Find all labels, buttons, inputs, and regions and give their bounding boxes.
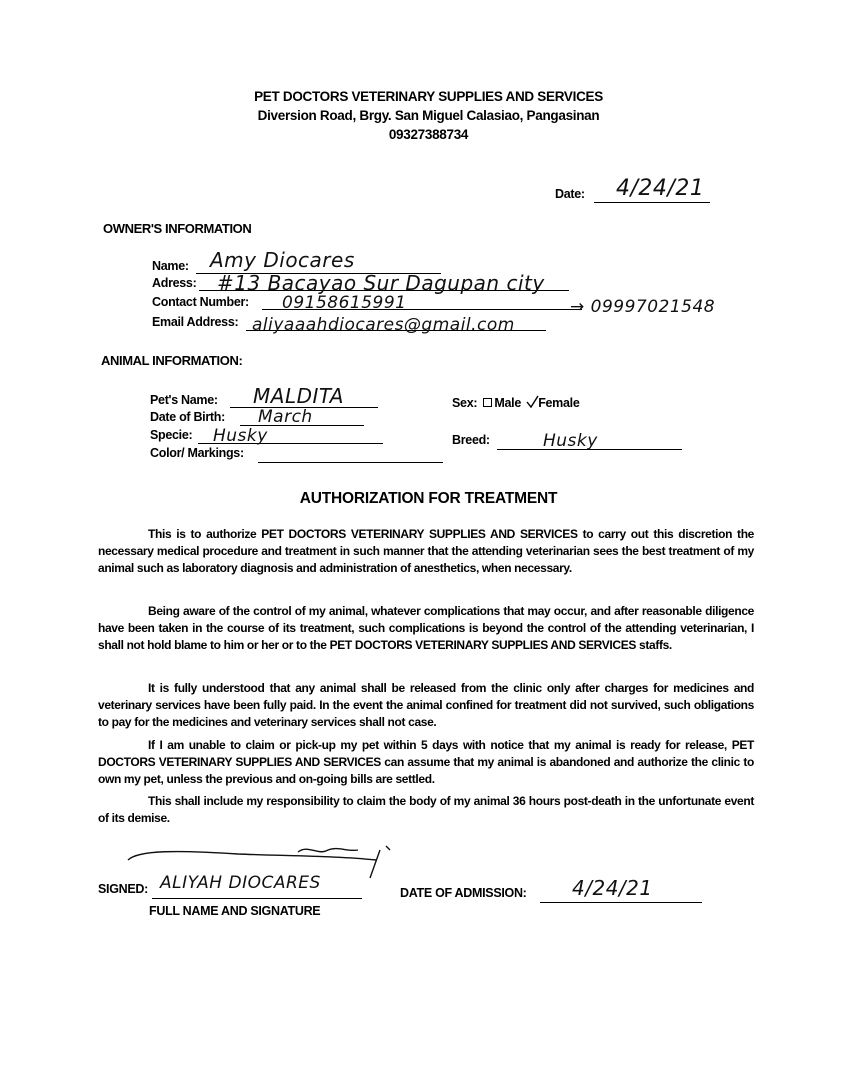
breed-value: Husky xyxy=(543,431,598,451)
sex-field xyxy=(452,396,579,410)
color-markings-line xyxy=(258,462,443,463)
authorization-paragraph-5: This shall include my responsibility to claim the body of my animal 36 hours post-death in the unfortunate event of its demise. xyxy=(98,794,754,826)
specie-value: Husky xyxy=(213,426,268,446)
authorization-paragraph-1: This is to authorize PET DOCTORS VETERINARY SUPPLIES AND SERVICES to carry out this discretion the necessary medical procedure and treatment in such manner that the attending veterinarian sees the best treatment of my animal such as laboratory diagnosis and administration of anesthetics, when necessary. xyxy=(98,527,754,576)
sex-male-label: Male xyxy=(494,396,521,410)
authorization-title: AUTHORIZATION FOR TREATMENT xyxy=(299,490,558,507)
dob-value: March xyxy=(258,407,313,427)
date-line xyxy=(594,202,710,203)
dob-label: Date of Birth: xyxy=(150,410,225,424)
clinic-name: PET DOCTORS VETERINARY SUPPLIES AND SERVICES xyxy=(254,89,603,104)
sex-female-label: Female xyxy=(538,396,580,410)
date-value: 4/24/21 xyxy=(616,176,705,201)
sex-male-checkbox[interactable] xyxy=(483,398,492,407)
check-mark-icon xyxy=(525,395,539,409)
owner-address-value: #13 Bacayao Sur Dagupan city xyxy=(217,271,545,295)
admission-date-label: DATE OF ADMISSION: xyxy=(400,886,527,900)
breed-label: Breed: xyxy=(452,433,490,447)
sex-female-checkbox[interactable] xyxy=(527,398,536,407)
full-name-caption: FULL NAME AND SIGNATURE xyxy=(149,904,321,918)
owner-section-title: OWNER'S INFORMATION xyxy=(103,221,252,236)
authorization-paragraph-3: It is fully understood that any animal shall be released from the clinic only after charges for medicines and veterinary services have been fully paid. In the event the animal confined for treatment did not survived, such obligations to pay for the medicines and veterinary services shall not case. xyxy=(98,681,754,730)
email-label: Email Address: xyxy=(152,315,239,329)
contact-number-value: 09158615991 xyxy=(282,293,407,313)
authorization-paragraph-4: If I am unable to claim or pick-up my pet within 5 days with notice that my animal is ready for release, PET DOCTORS VETERINARY SUPPLIES AND SERVICES can assume that my animal is abandoned and authorize the clinic to own my pet, unless the previous and on-going bills are settled. xyxy=(98,738,754,787)
sex-label: Sex: xyxy=(452,396,478,410)
signed-label: SIGNED: xyxy=(98,882,148,896)
authorization-paragraph-2: Being aware of the control of my animal, whatever complications that may occur, and after reasonable diligence have been taken in the course of its treatment, such complications is beyond the control of the attending veterinarian, I shall not hold blame to him or her or to the PET DOCTORS VETERINARY SUPPLIES AND SERVICES staffs. xyxy=(98,604,754,653)
pet-name-label: Pet's Name: xyxy=(150,393,218,407)
admission-date-line xyxy=(540,902,702,903)
contact-number-alt: → 09997021548 xyxy=(570,297,716,317)
owner-name-value: Amy Diocares xyxy=(210,248,355,272)
pet-name-value: MALDITA xyxy=(253,384,344,408)
specie-label: Specie: xyxy=(150,428,193,442)
contact-number-label: Contact Number: xyxy=(152,295,249,309)
color-markings-label: Color/ Markings: xyxy=(150,446,244,460)
signed-line xyxy=(152,898,362,899)
admission-date-value: 4/24/21 xyxy=(572,876,653,900)
clinic-phone: 09327388734 xyxy=(388,127,469,142)
owner-name-label: Name: xyxy=(152,259,189,273)
owner-address-label: Adress: xyxy=(152,276,197,290)
clinic-address: Diversion Road, Brgy. San Miguel Calasiao, Pangasinan xyxy=(257,108,600,123)
signed-value: ALIYAH DIOCARES xyxy=(160,873,321,893)
date-label: Date: xyxy=(555,187,585,201)
email-value: aliyaaahdiocares@gmail.com xyxy=(252,315,515,335)
animal-section-title: ANIMAL INFORMATION: xyxy=(101,353,243,368)
